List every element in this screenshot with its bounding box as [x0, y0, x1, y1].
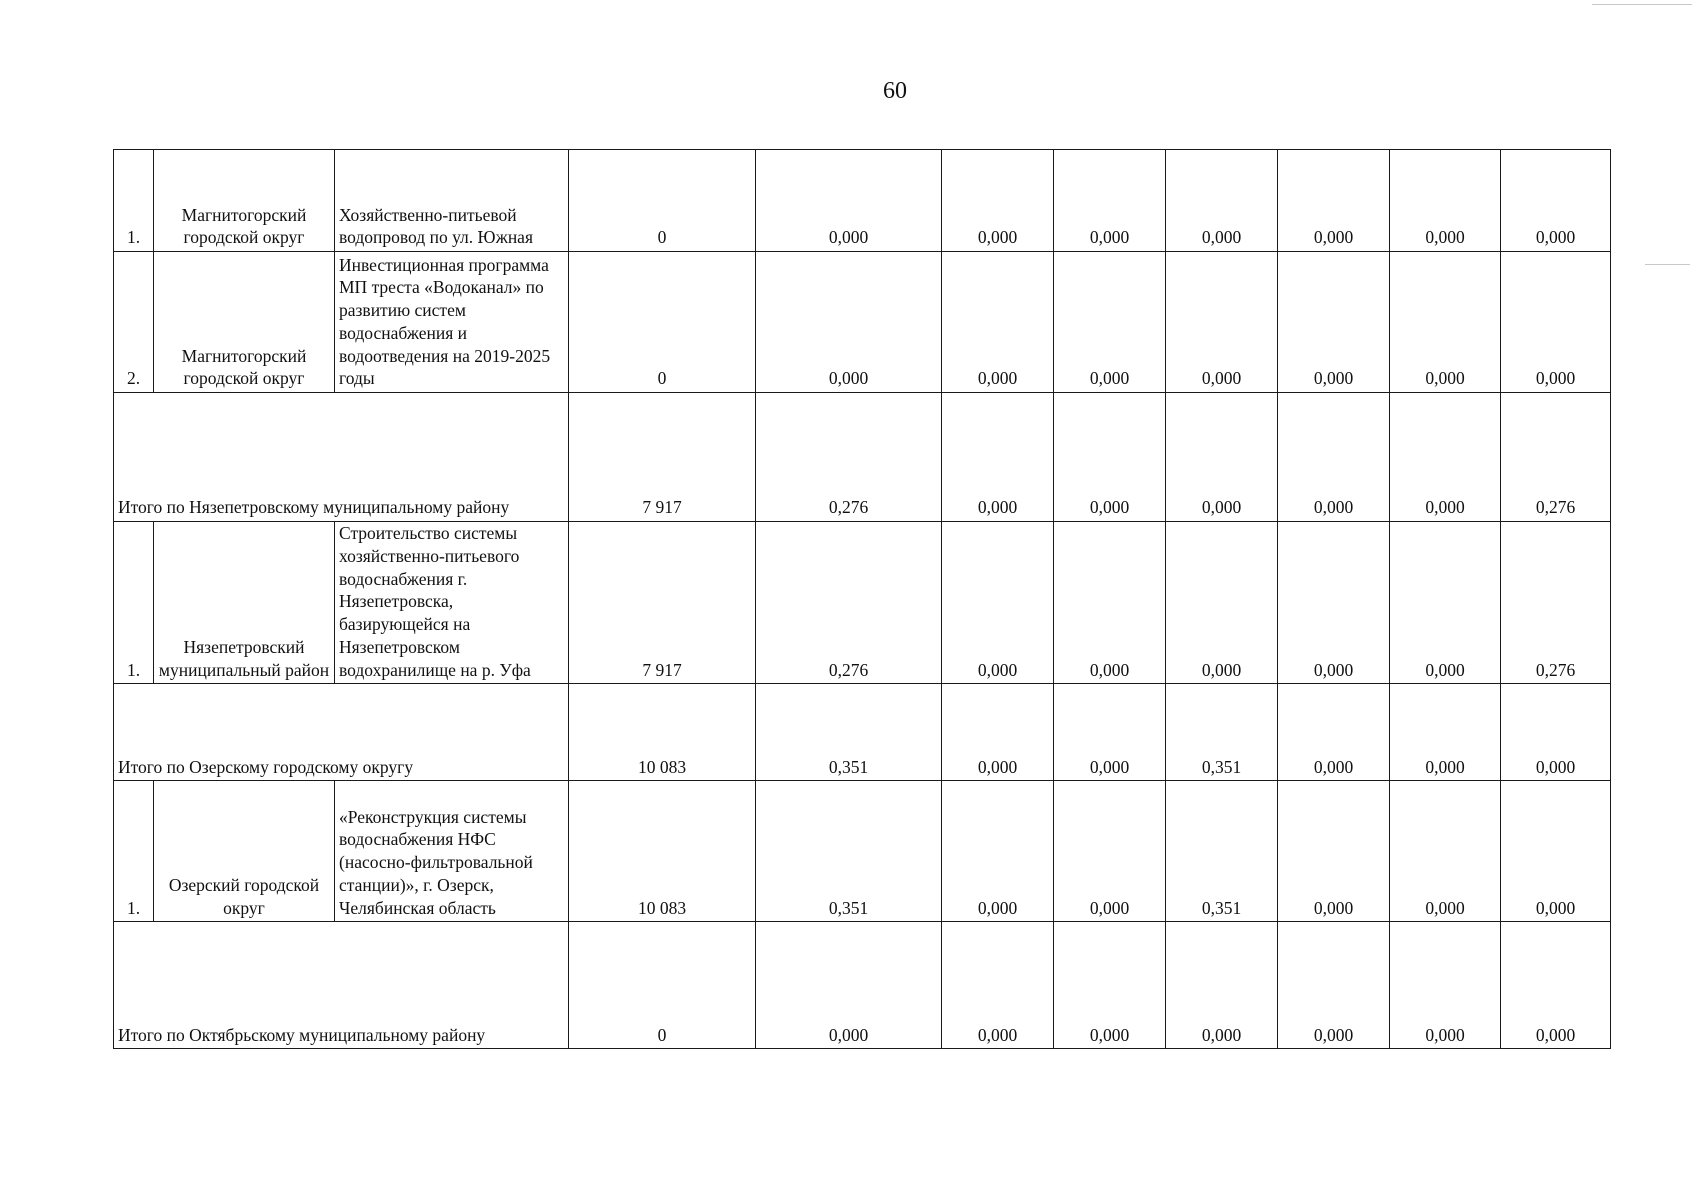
value-cell: 0,000: [1390, 684, 1501, 781]
value-cell: 0,276: [1501, 393, 1611, 522]
value-cell: 0,000: [1166, 252, 1278, 393]
value-cell: 0,000: [1278, 252, 1390, 393]
value-cell: 0,000: [1390, 522, 1501, 684]
value-cell: 0,000: [1501, 252, 1611, 393]
value-cell: 0,000: [1166, 150, 1278, 252]
value-cell: 0,000: [942, 150, 1054, 252]
value-cell: 7 917: [569, 393, 756, 522]
value-cell: 0,351: [1166, 684, 1278, 781]
table-row: [114, 252, 1611, 393]
value-cell: 0,000: [1278, 522, 1390, 684]
object-cell: Строительство системы хозяйственно-питьевого водоснабжения г. Нязепетровска, базирующейся на Нязепетровском водохранилище на р. Уфа: [335, 522, 569, 684]
value-cell: 0,000: [942, 393, 1054, 522]
municipality-cell: Озерский городской округ: [154, 781, 335, 922]
total-label: Итого по Озерскому городскому округу: [114, 684, 569, 781]
value-cell: 0,000: [1501, 922, 1611, 1049]
value-cell: 0,000: [1054, 922, 1166, 1049]
municipality-cell: Нязепетровский муниципальный район: [154, 522, 335, 684]
value-cell: 0,000: [1166, 922, 1278, 1049]
value-cell: 0,000: [1278, 393, 1390, 522]
value-cell: 0,000: [1166, 522, 1278, 684]
value-cell: 10 083: [569, 781, 756, 922]
value-cell: 0,000: [942, 522, 1054, 684]
value-cell: 0,000: [942, 922, 1054, 1049]
row-number: 1.: [114, 150, 154, 252]
value-cell: 7 917: [569, 522, 756, 684]
total-row: [114, 684, 1611, 781]
value-cell: 0,000: [1054, 781, 1166, 922]
value-cell: 0,000: [1390, 922, 1501, 1049]
investment-table: [113, 149, 1611, 1049]
value-cell: 0,351: [1166, 781, 1278, 922]
value-cell: 0: [569, 150, 756, 252]
value-cell: 0,000: [1278, 922, 1390, 1049]
value-cell: 0,000: [1054, 522, 1166, 684]
value-cell: 0,000: [1166, 393, 1278, 522]
table-row: [114, 781, 1611, 922]
row-number: 1.: [114, 522, 154, 684]
table-row: [114, 522, 1611, 684]
total-label: Итого по Октябрьскому муниципальному району: [114, 922, 569, 1049]
value-cell: 0,000: [1501, 781, 1611, 922]
value-cell: 0,000: [756, 922, 942, 1049]
value-cell: 0: [569, 252, 756, 393]
value-cell: 0,000: [1278, 684, 1390, 781]
municipality-cell: Магнитогорский городской округ: [154, 150, 335, 252]
value-cell: 0,000: [1054, 252, 1166, 393]
value-cell: 0,276: [756, 393, 942, 522]
value-cell: 0,000: [1278, 150, 1390, 252]
value-cell: 0,276: [756, 522, 942, 684]
row-number: 1.: [114, 781, 154, 922]
value-cell: 0,000: [1390, 252, 1501, 393]
total-row: [114, 922, 1611, 1049]
value-cell: 0,000: [1390, 781, 1501, 922]
municipality-cell: Магнитогорский городской округ: [154, 252, 335, 393]
total-label: Итого по Нязепетровскому муниципальному району: [114, 393, 569, 522]
scan-artifact: [1592, 4, 1692, 5]
value-cell: 0,000: [1054, 684, 1166, 781]
value-cell: 0,351: [756, 781, 942, 922]
value-cell: 0,000: [1390, 393, 1501, 522]
page-number: 60: [883, 78, 907, 104]
value-cell: 0,000: [1390, 150, 1501, 252]
value-cell: 0,000: [1054, 150, 1166, 252]
value-cell: 0,276: [1501, 522, 1611, 684]
row-number: 2.: [114, 252, 154, 393]
value-cell: 0,000: [1501, 684, 1611, 781]
value-cell: 0,000: [756, 150, 942, 252]
value-cell: 0,000: [1501, 150, 1611, 252]
value-cell: 0,000: [756, 252, 942, 393]
value-cell: 0,000: [1054, 393, 1166, 522]
object-cell: Инвестиционная программа МП треста «Водоканал» по развитию систем водоснабжения и водоотведения на 2019-2025 годы: [335, 252, 569, 393]
object-cell: Хозяйственно-питьевой водопровод по ул. Южная: [335, 150, 569, 252]
value-cell: 0,000: [942, 252, 1054, 393]
table-row: [114, 150, 1611, 252]
scan-artifact: [1645, 264, 1690, 265]
value-cell: 0: [569, 922, 756, 1049]
object-cell: «Реконструкция системы водоснабжения НФС (насосно-фильтровальной станции)», г. Озерск, Челябинская область: [335, 781, 569, 922]
value-cell: 0,000: [942, 781, 1054, 922]
total-row: [114, 393, 1611, 522]
value-cell: 10 083: [569, 684, 756, 781]
value-cell: 0,000: [1278, 781, 1390, 922]
value-cell: 0,351: [756, 684, 942, 781]
value-cell: 0,000: [942, 684, 1054, 781]
